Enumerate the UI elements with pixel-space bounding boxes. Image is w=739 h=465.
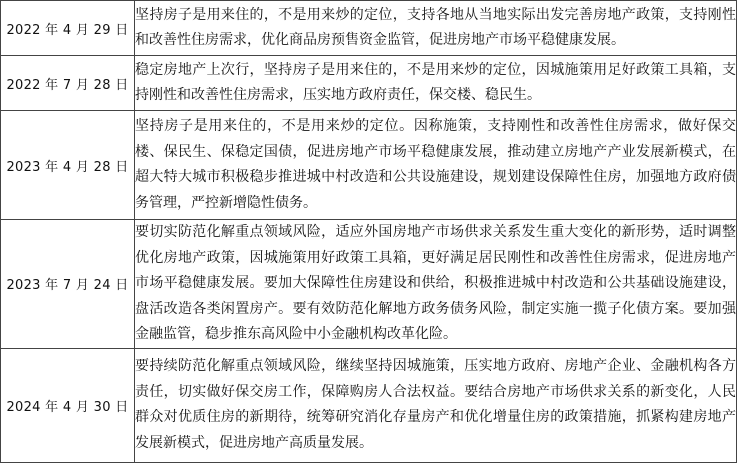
date-cell: 2023 年 4 月 28 日 <box>1 111 135 220</box>
date-cell: 2023 年 7 月 24 日 <box>1 220 135 349</box>
policy-text: 稳定房地产上次行，坚持房子是用来住的，不是用来炒的定位，因城施策用足好政策工具箱，支持刚性和改善性住房需求，压实地方政府责任，保交楼、稳民生。 <box>135 61 736 103</box>
policy-text: 坚持房子是用来住的，不是用来炒的定位。因称施策，支持刚性和改善性住房需求，做好保交楼、保民生、保稳定国债，促进房地产市场平稳健康发展，推动建立房地产产业发展新模式，在超大特大城市积极稳步推进城中村改造和公共设施建设，规划建设保障性住房，加强地方政府债务管理，严控新增隐性债务。 <box>135 118 736 211</box>
policy-text-cell <box>135 111 737 220</box>
policy-text-cell <box>135 220 737 349</box>
table-row <box>1 111 737 220</box>
date-cell: 2024 年 4 月 30 日 <box>1 348 135 462</box>
policy-text-cell <box>135 56 737 111</box>
table-row <box>1 348 737 462</box>
table-row <box>1 220 737 349</box>
policy-text: 坚持房子是用来住的，不是用来炒的定位，支持各地从当地实际出发完善房地产政策，支持刚性和改善性住房需求，优化商品房预售资金监管，促进房地产市场平稳健康发展。 <box>135 6 736 48</box>
table-row <box>1 1 737 56</box>
date-cell: 2022 年 7 月 28 日 <box>1 56 135 111</box>
policy-text-cell <box>135 1 737 56</box>
policy-text-cell <box>135 348 737 462</box>
policy-text: 要切实防范化解重点领域风险，适应外国房地产市场供求关系发生重大变化的新形势，适时调整优化房地产政策，因城施策用好政策工具箱，更好满足居民刚性和改善性住房需求，促进房地产市场平稳健康发展。要加大保障性住房建设和供给，积极推进城中村改造和公共基础设施建设，盘活改造各类闲置房产。要有效防范化解地方政务债务风险，制定实施一揽子化债方案。要加强金融监管，稳步推东高风险中小金融机构改革化险。 <box>135 224 736 342</box>
table-row <box>1 56 737 111</box>
date-cell: 2022 年 4 月 29 日 <box>1 1 135 56</box>
policy-text: 要持续防范化解重点领域风险，继续坚持因城施策，压实地方政府、房地产企业、金融机构各方责任，切实做好保交房工作，保障购房人合法权益。要结合房地产市场供求关系的新变化，人民群众对优质住房的新期待，统筹研究消化存量房产和优化增量住房的政策措施，抓紧构建房地产发展新模式，促进房地产高质量发展。 <box>135 358 736 451</box>
